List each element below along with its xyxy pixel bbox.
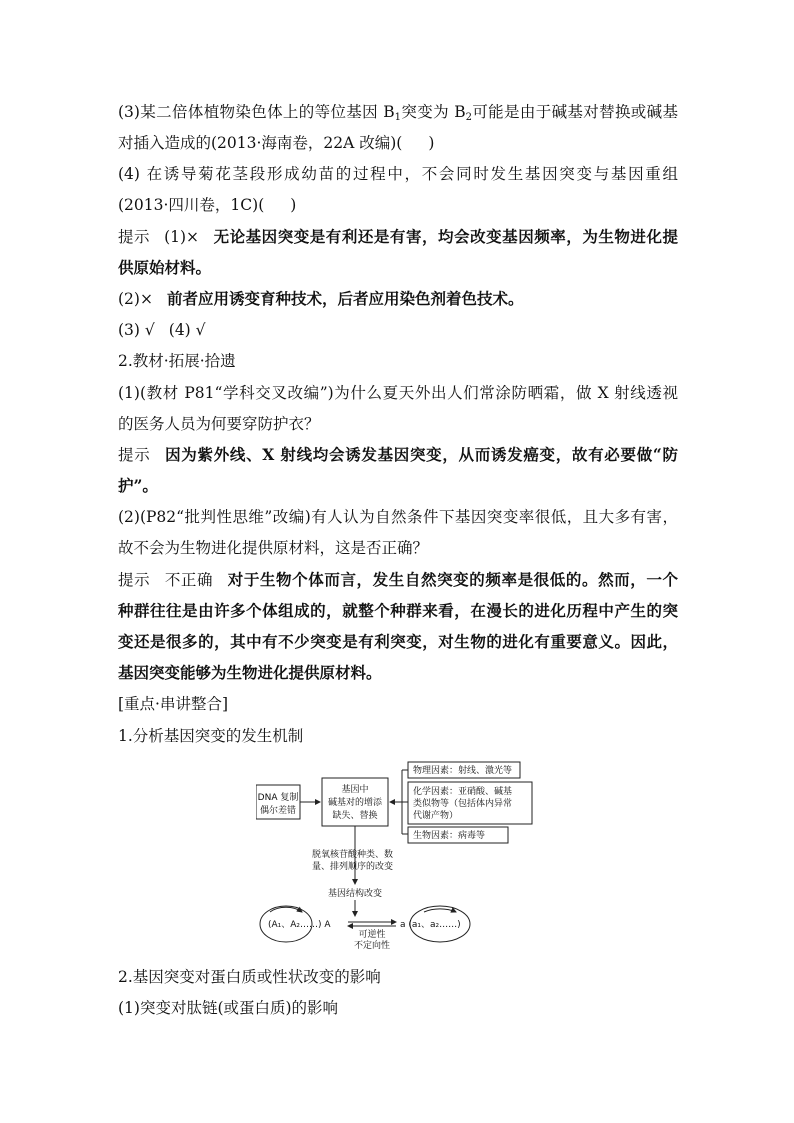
hint-label: 提示 — [118, 571, 151, 589]
hint-2-2-line1 — [118, 570, 678, 590]
structure-change-text: 基因结构改变 — [327, 889, 383, 899]
hint-text: 前者应用诱变育种技术，后者应用染色剂着色技术。 — [166, 289, 524, 308]
hint-text: 对于生物个体而言，发生自然突变的频率是很低的。然而，一个 — [227, 570, 678, 589]
question-3-line2 — [118, 133, 678, 153]
dna-box-line2: 偶尔差错 — [259, 806, 297, 816]
undirected-label: 不定向性 — [353, 941, 391, 951]
question-2-1-line2: 的医务人员为何要穿防护衣？ — [118, 415, 320, 433]
q4-source: (2013·四川卷，1C)( — [118, 196, 265, 214]
hint-2-2-line4: 基因突变能够为生物进化提供原材料。 — [118, 663, 382, 682]
question-2-2-line2: 故不会为生物进化提供原材料，这是否正确？ — [118, 539, 429, 557]
right-allele-group: a (a₁、a₂……) — [400, 920, 461, 930]
hint-2-1-line2: 护”。 — [118, 476, 158, 495]
q3-text-a: (3)某二倍体植物染色体上的等位基因 B — [118, 103, 395, 121]
gene-box-line2: 碱基对的增添 — [327, 798, 383, 808]
key-section-title: [重点·串讲整合] — [118, 695, 229, 713]
q3-source: 对插入造成的(2013·海南卷，22A 改编)( — [118, 134, 403, 152]
question-2-2-line1: (2)(P82“批判性思维”改编)有人认为自然条件下基因突变率很低，且大多有害， — [118, 508, 678, 526]
q3-sub-1: 1 — [394, 112, 402, 123]
physical-factor-text: 物理因素：射线、激光等 — [413, 766, 513, 776]
question-3-line1 — [118, 102, 678, 122]
hint-answer: (2)× — [118, 290, 153, 308]
hint-label: 提示 — [118, 446, 151, 464]
q4-paren-close: ) — [290, 196, 297, 214]
answer-3: (3) √ — [118, 321, 155, 339]
topic-1-title: 1.分析基因突变的发生机制 — [118, 727, 304, 745]
hint-2-line — [118, 289, 678, 309]
answer-4: (4) √ — [168, 321, 206, 339]
hint-verdict: 不正确 — [164, 571, 214, 589]
gene-box-line3: 缺失、替换 — [332, 811, 378, 821]
question-2-1-line1: (1)(教材 P81“学科交叉改编”)为什么夏天外出人们常涂防晒霜，做 X 射线透视 — [118, 384, 678, 402]
hint-2-2-line3: 变还是很多的，其中有不少突变是有利突变，对生物的进化有重要意义。因此， — [118, 632, 678, 651]
q3-text-c: 可能是由于碱基对替换或碱基 — [471, 103, 678, 121]
reversible-label: 可逆性 — [358, 930, 386, 940]
question-4-line1: (4) 在诱导菊花茎段形成幼苗的过程中，不会同时发生基因突变与基因重组 — [118, 165, 678, 183]
mutation-mechanism-diagram — [256, 758, 540, 954]
change-text-line1: 脱氧核苷酸种类、数 — [312, 850, 394, 860]
topic-2-title: 2.基因突变对蛋白质或性状改变的影响 — [118, 968, 381, 986]
hint-1-line2: 供原始材料。 — [118, 258, 212, 277]
right-cycle-arrow — [424, 909, 456, 912]
chemical-factor-line2: 类似物等（包括体内异常 — [413, 799, 513, 809]
biological-factor-text: 生物因素：病毒等 — [413, 831, 486, 841]
section-2-title: 2.教材·拓展·拾遗 — [118, 352, 236, 370]
q3-text-b: 突变为 B — [401, 103, 466, 121]
hint-2-2-line2: 种群往往是由许多个体组成的，就整个种群来看，在漫长的进化历程中产生的突 — [118, 601, 678, 620]
left-allele-group: (A₁、A₂……) A — [268, 920, 331, 930]
hint-answer: (1)× — [164, 228, 200, 246]
hint-text: 因为紫外线、X 射线均会诱发基因突变，从而诱发癌变，故有必要做“防 — [164, 445, 678, 464]
hint-label: 提示 — [118, 228, 151, 246]
question-4-line2 — [118, 195, 678, 215]
chemical-factor-line3: 代谢产物） — [413, 811, 459, 821]
subtopic-1-title: (1)突变对肽链(或蛋白质)的影响 — [118, 999, 339, 1017]
gene-box-line1: 基因中 — [341, 785, 369, 795]
change-text-line2: 量、排列顺序的改变 — [312, 862, 394, 872]
hint-2-1-line1 — [118, 445, 678, 465]
hint-3-4-line — [118, 320, 678, 340]
dna-box-line1: DNA 复制 — [257, 793, 299, 803]
q3-paren-close: ) — [428, 134, 435, 152]
hint-text: 无论基因突变是有利还是有害，均会改变基因频率，为生物进化提 — [213, 227, 678, 246]
hint-1-line1 — [118, 227, 678, 247]
chemical-factor-line1: 化学因素：亚硝酸、碱基 — [413, 787, 513, 797]
q3-sub-2: 2 — [465, 112, 472, 123]
